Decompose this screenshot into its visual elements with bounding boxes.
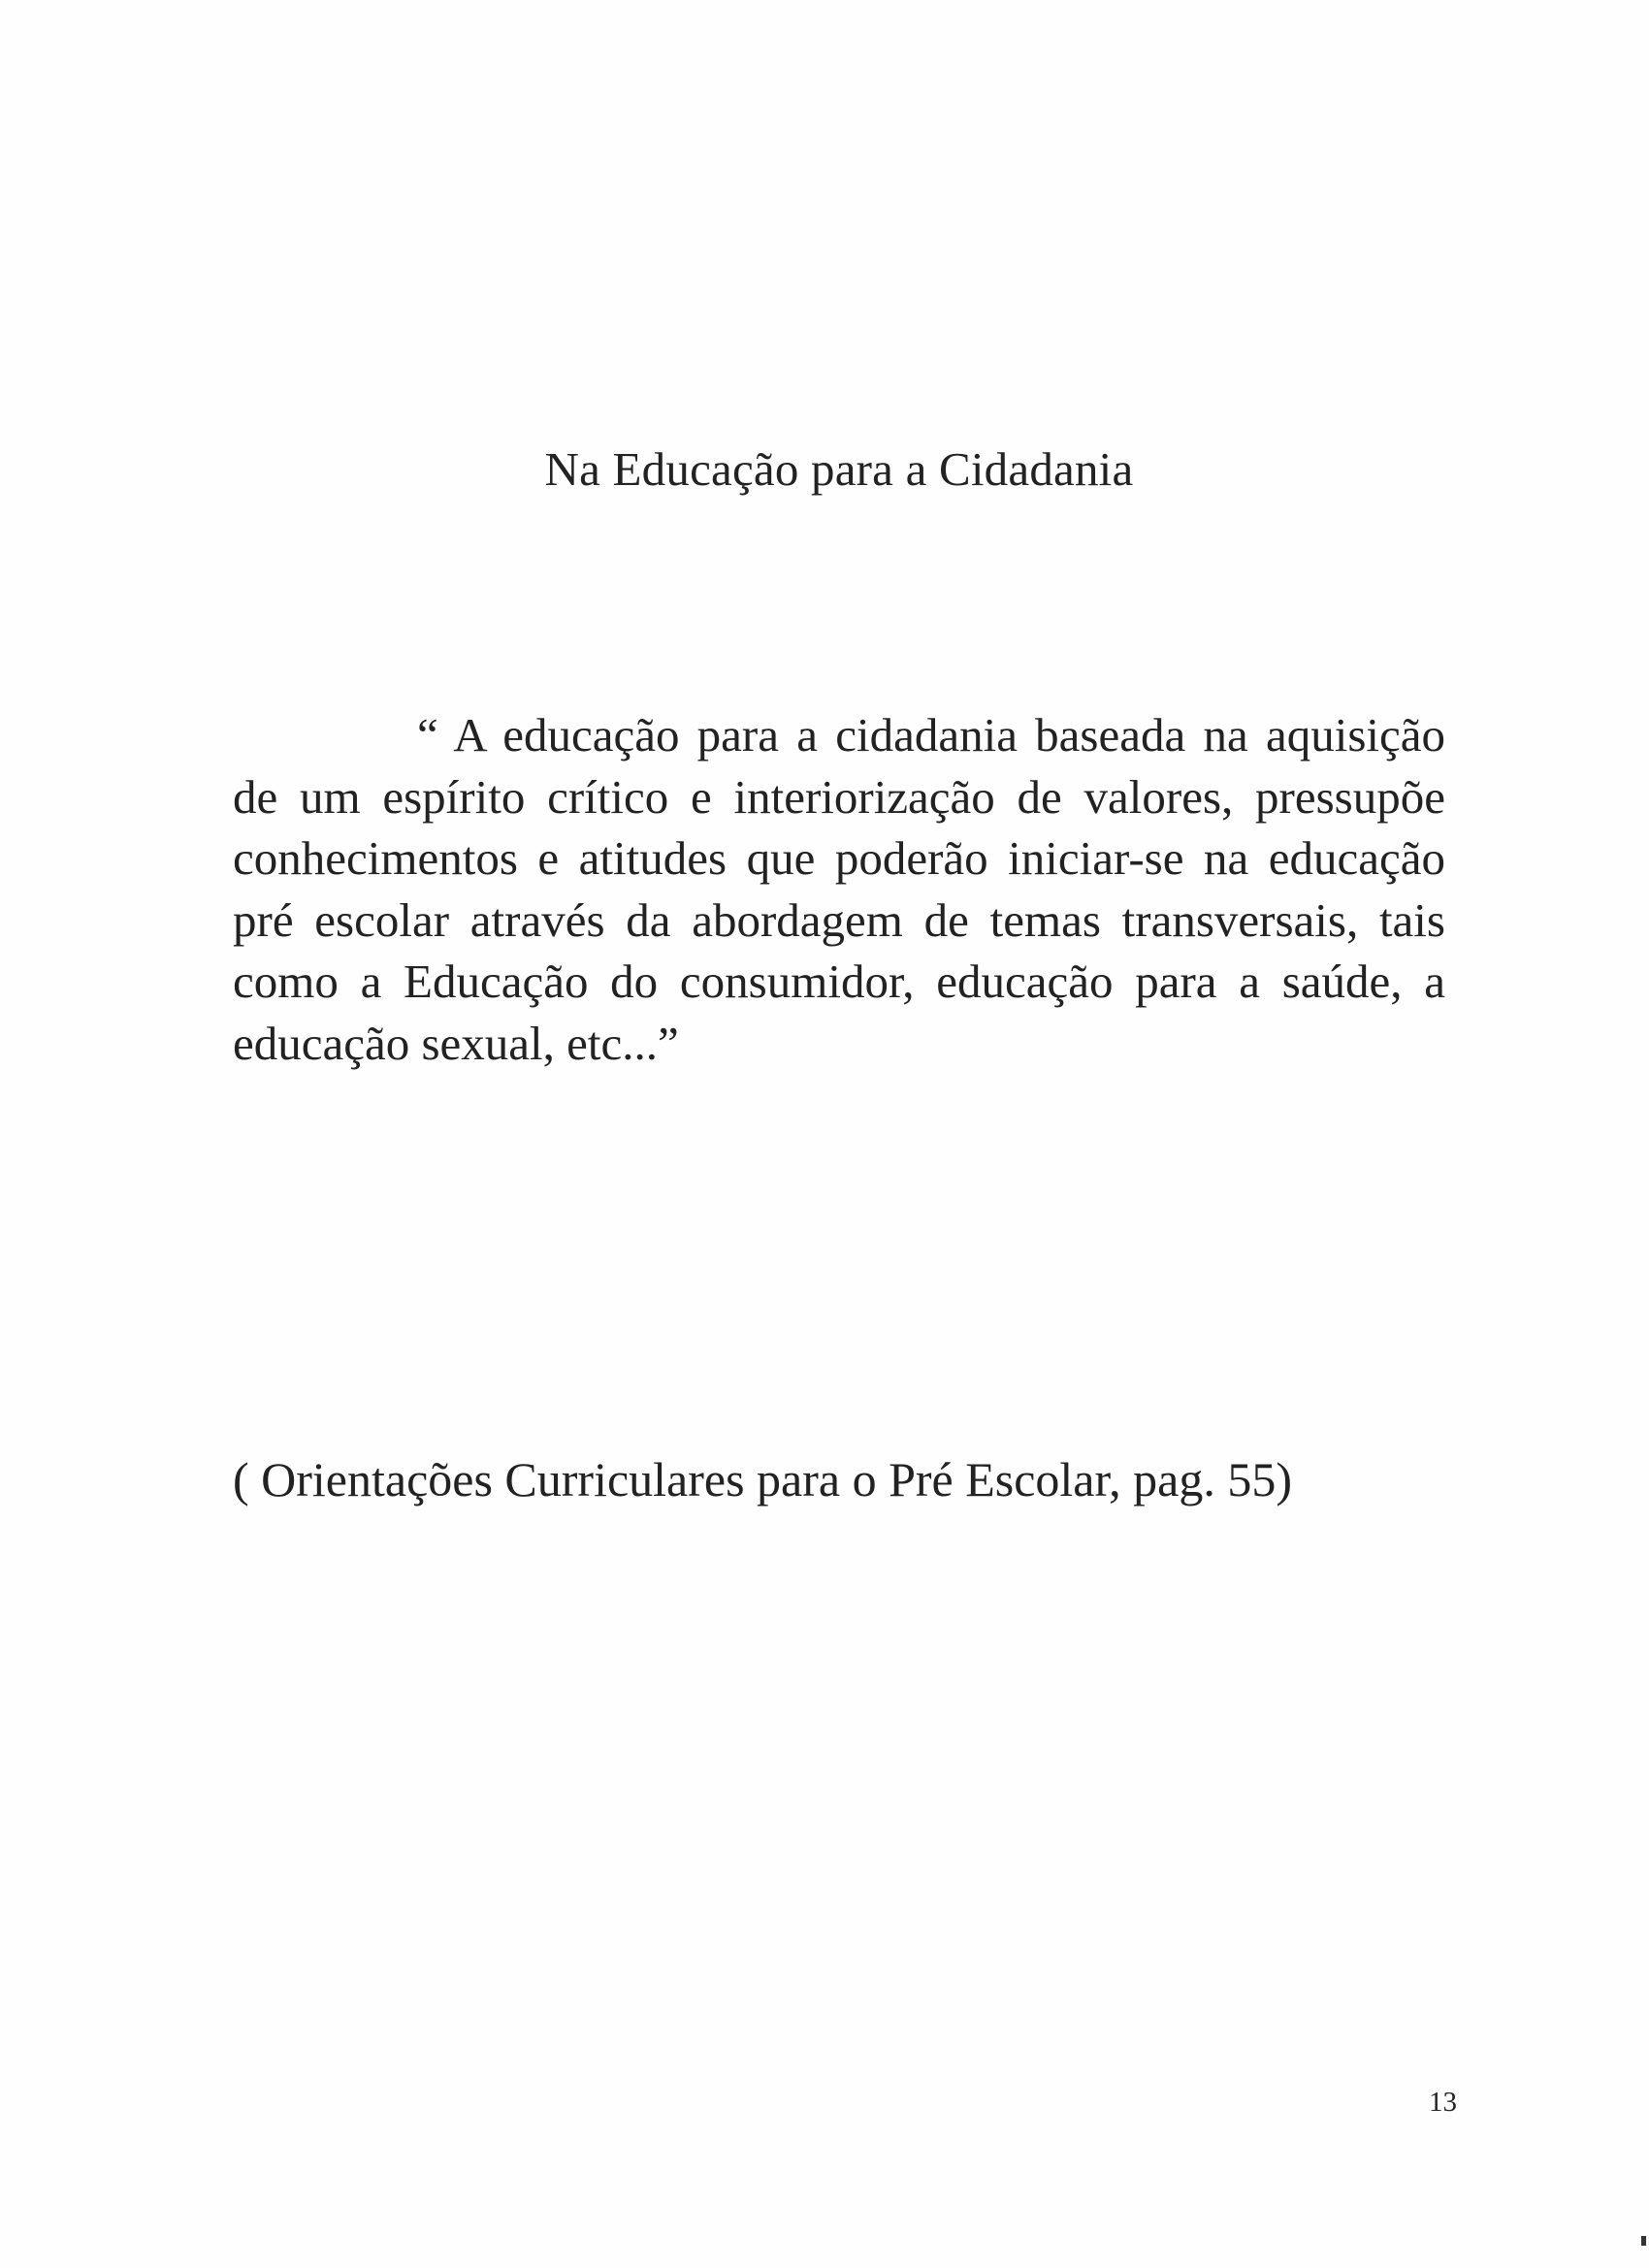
quote-source-citation: ( Orientações Curriculares para o Pré Escolar, pag. 55) <box>233 1452 1292 1507</box>
section-title: Na Educação para a Cidadania <box>544 442 1134 496</box>
quote-paragraph: “ A educação para a cidadania baseada na aquisição de um espírito crítico e interiorização de valores, pressupõe conhecimentos e atitudes que poderão iniciar-se na educação pré escolar através da abordagem de temas transversais, tais como a Educação do consumidor, educação para a saúde, a educação sexual, etc...” <box>233 708 1445 1070</box>
scan-edge-mark <box>1641 2236 1646 2246</box>
page-number: 13 <box>1429 2087 1457 2118</box>
